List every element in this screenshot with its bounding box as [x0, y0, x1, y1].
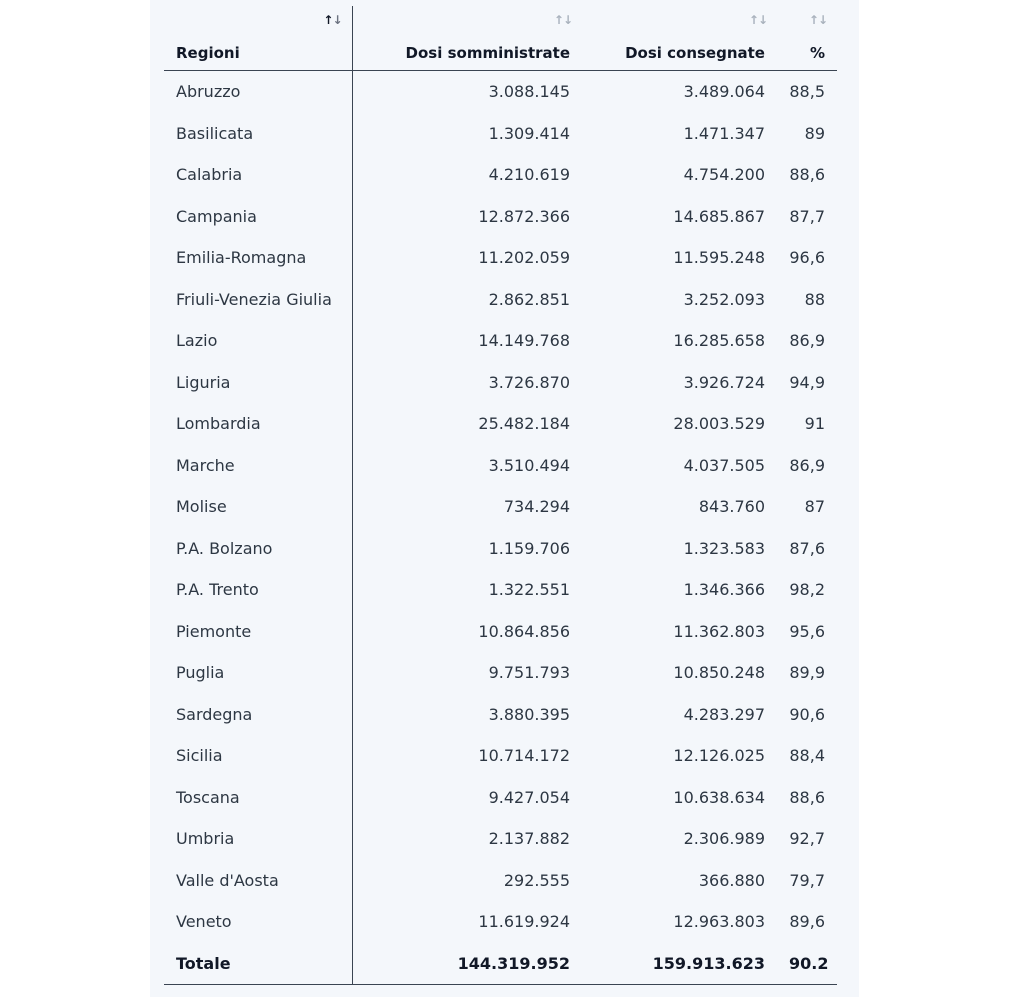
- percent-cell: 89,6: [789, 912, 825, 932]
- total-label: Totale: [164, 943, 352, 985]
- administered-cell: 1.309.414: [488, 123, 570, 143]
- table-row: [164, 445, 837, 487]
- delivered-cell: 10.850.248: [673, 663, 765, 683]
- region-cell: Campania: [164, 196, 352, 238]
- table-body: [164, 71, 837, 985]
- percent-cell: 89,9: [789, 663, 825, 683]
- region-cell: Friuli-Venezia Giulia: [164, 279, 352, 321]
- column-header-percent[interactable]: [777, 6, 837, 71]
- administered-cell: 14.149.768: [478, 331, 570, 351]
- column-header-dosi-consegnate[interactable]: [582, 6, 777, 71]
- administered-cell: 1.322.551: [488, 580, 570, 600]
- administered-cell: 10.864.856: [478, 621, 570, 641]
- sort-arrows-icon[interactable]: ↑↓: [553, 13, 572, 27]
- table-row: [164, 362, 837, 404]
- delivered-cell: 12.126.025: [673, 746, 765, 766]
- percent-cell: 87,7: [789, 206, 825, 226]
- region-cell: Sicilia: [164, 735, 352, 777]
- region-cell: Piemonte: [164, 611, 352, 653]
- percent-cell: 91: [804, 414, 825, 434]
- vaccine-doses-table: [164, 6, 837, 985]
- percent-cell: 88: [804, 289, 825, 309]
- sort-arrows-icon[interactable]: ↑↓: [323, 13, 342, 27]
- percent-cell: 88,6: [789, 165, 825, 185]
- delivered-cell: 14.685.867: [673, 206, 765, 226]
- table-row: [164, 71, 837, 113]
- administered-cell: 292.555: [503, 870, 570, 890]
- administered-cell: 25.482.184: [478, 414, 570, 434]
- delivered-cell: 4.037.505: [683, 455, 765, 475]
- table-row: [164, 237, 837, 279]
- table-row: [164, 694, 837, 736]
- table-row: [164, 196, 837, 238]
- region-cell: P.A. Trento: [164, 569, 352, 611]
- administered-cell: 1.159.706: [488, 538, 570, 558]
- region-cell: Lombardia: [164, 403, 352, 445]
- delivered-cell: 12.963.803: [673, 912, 765, 932]
- delivered-cell: 3.926.724: [683, 372, 765, 392]
- percent-cell: 98,2: [789, 580, 825, 600]
- percent-cell: 96,6: [789, 248, 825, 268]
- sort-arrows-icon[interactable]: ↑↓: [748, 13, 767, 27]
- percent-cell: 87,6: [789, 538, 825, 558]
- region-cell: Veneto: [164, 901, 352, 943]
- table-header-row: [164, 6, 837, 71]
- administered-cell: 3.510.494: [488, 455, 570, 475]
- percent-cell: 87: [804, 497, 825, 517]
- percent-cell: 86,9: [789, 331, 825, 351]
- table-row: [164, 901, 837, 943]
- delivered-cell: 3.252.093: [683, 289, 765, 309]
- percent-cell: 88,4: [789, 746, 825, 766]
- percent-cell: 95,6: [789, 621, 825, 641]
- administered-cell: 4.210.619: [488, 165, 570, 185]
- region-cell: Umbria: [164, 818, 352, 860]
- delivered-cell: 28.003.529: [673, 414, 765, 434]
- delivered-cell: 1.346.366: [683, 580, 765, 600]
- table-row: [164, 818, 837, 860]
- delivered-cell: 4.754.200: [683, 165, 765, 185]
- region-cell: Molise: [164, 486, 352, 528]
- table-row: [164, 652, 837, 694]
- table-row: [164, 777, 837, 819]
- region-cell: Abruzzo: [164, 71, 352, 113]
- percent-cell: 89: [804, 123, 825, 143]
- column-header-label: Dosi consegnate: [625, 44, 765, 62]
- table-row: [164, 860, 837, 902]
- percent-cell: 88,6: [789, 787, 825, 807]
- delivered-cell: 10.638.634: [673, 787, 765, 807]
- column-header-label: Regioni: [176, 44, 240, 62]
- total-row: [164, 943, 837, 985]
- region-cell: Liguria: [164, 362, 352, 404]
- administered-cell: 3.726.870: [488, 372, 570, 392]
- region-cell: Emilia-Romagna: [164, 237, 352, 279]
- administered-cell: 12.872.366: [478, 206, 570, 226]
- delivered-cell: 366.880: [698, 870, 765, 890]
- administered-cell: 9.427.054: [488, 787, 570, 807]
- administered-cell: 11.202.059: [478, 248, 570, 268]
- column-header-label: %: [809, 44, 825, 62]
- delivered-cell: 1.471.347: [683, 123, 765, 143]
- percent-cell: 88,5: [789, 82, 825, 102]
- column-header-dosi-somministrate[interactable]: [352, 6, 582, 71]
- delivered-cell: 1.323.583: [683, 538, 765, 558]
- region-cell: Sardegna: [164, 694, 352, 736]
- administered-cell: 734.294: [503, 497, 570, 517]
- region-cell: Toscana: [164, 777, 352, 819]
- column-header-label: Dosi somministrate: [405, 44, 570, 62]
- table-row: [164, 611, 837, 653]
- region-cell: Calabria: [164, 154, 352, 196]
- delivered-cell: 3.489.064: [683, 82, 765, 102]
- delivered-cell: 4.283.297: [683, 704, 765, 724]
- administered-cell: 9.751.793: [488, 663, 570, 683]
- percent-cell: 79,7: [789, 870, 825, 890]
- table-panel: [150, 0, 859, 997]
- delivered-cell: 2.306.989: [683, 829, 765, 849]
- region-cell: Marche: [164, 445, 352, 487]
- delivered-cell: 16.285.658: [673, 331, 765, 351]
- administered-cell: 2.862.851: [488, 289, 570, 309]
- region-cell: Lazio: [164, 320, 352, 362]
- table-row: [164, 528, 837, 570]
- total-delivered: 159.913.623: [582, 943, 777, 985]
- region-cell: P.A. Bolzano: [164, 528, 352, 570]
- percent-cell: 94,9: [789, 372, 825, 392]
- total-percent: 90.2: [777, 943, 837, 985]
- table-row: [164, 486, 837, 528]
- table-row: [164, 403, 837, 445]
- administered-cell: 2.137.882: [488, 829, 570, 849]
- table-row: [164, 113, 837, 155]
- sort-arrows-icon[interactable]: ↑↓: [808, 13, 827, 27]
- administered-cell: 3.088.145: [488, 82, 570, 102]
- delivered-cell: 11.362.803: [673, 621, 765, 641]
- percent-cell: 90,6: [789, 704, 825, 724]
- table-row: [164, 154, 837, 196]
- column-header-regioni[interactable]: [164, 6, 352, 71]
- region-cell: Valle d'Aosta: [164, 860, 352, 902]
- administered-cell: 11.619.924: [478, 912, 570, 932]
- table-row: [164, 569, 837, 611]
- percent-cell: 92,7: [789, 829, 825, 849]
- administered-cell: 3.880.395: [488, 704, 570, 724]
- administered-cell: 10.714.172: [478, 746, 570, 766]
- percent-cell: 86,9: [789, 455, 825, 475]
- delivered-cell: 11.595.248: [673, 248, 765, 268]
- total-administered: 144.319.952: [352, 943, 582, 985]
- table-row: [164, 735, 837, 777]
- table-row: [164, 320, 837, 362]
- table-row: [164, 279, 837, 321]
- region-cell: Puglia: [164, 652, 352, 694]
- region-cell: Basilicata: [164, 113, 352, 155]
- delivered-cell: 843.760: [698, 497, 765, 517]
